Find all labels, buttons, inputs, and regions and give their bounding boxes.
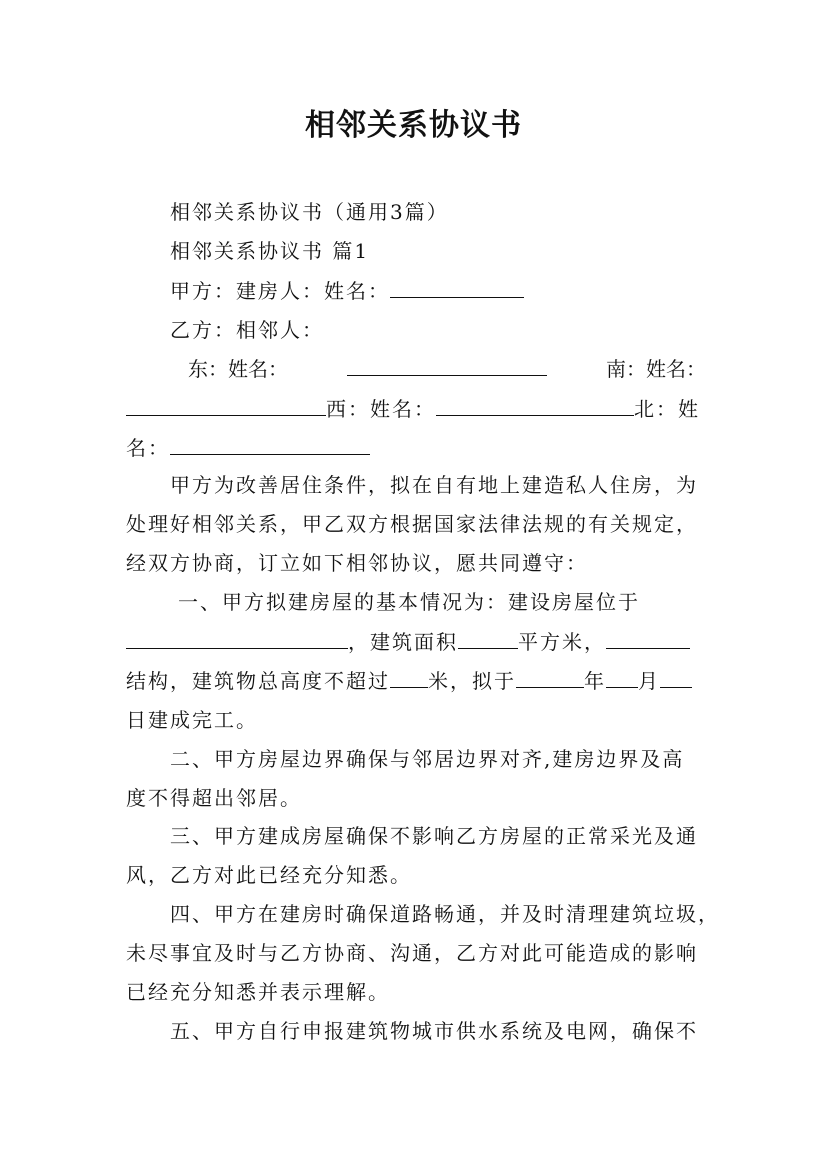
east-name-label: 东：姓名： (188, 357, 288, 381)
area-blank (458, 628, 518, 649)
clause-one-line (178, 588, 706, 616)
month-blank (606, 667, 638, 688)
area-unit: 平方米， (518, 630, 606, 654)
party-b-label: 乙方：相邻人： (170, 318, 324, 342)
structure-blank (606, 628, 690, 649)
paragraph-line: 经双方协商，订立如下相邻协议，愿共同遵守： (126, 551, 588, 575)
document-title: 相邻关系协议书 (305, 108, 522, 143)
party-a-label: 甲方：建房人：姓名： (170, 279, 390, 303)
paragraph-line: 五、甲方自行申报建筑物城市供水系统及电网，确保不 (170, 1019, 698, 1043)
clause-one-height-line (126, 667, 706, 695)
west-name-blank (436, 395, 634, 416)
location-blank (126, 628, 348, 649)
paragraph-line: 度不得超出邻居。 (126, 786, 302, 810)
south-name-label: 南：姓名： (606, 357, 706, 381)
paragraph-line: 甲方为改善居住条件，拟在自有地上建造私人住房，为 (170, 473, 698, 497)
date-label: 米，拟于 (428, 669, 516, 693)
paragraph-line: 日建成完工。 (126, 708, 258, 732)
clause-one-text: 一、甲方拟建房屋的基本情况为：建设房屋位于 (178, 590, 640, 614)
south-name-blank (126, 395, 326, 416)
party-a-name-blank (390, 277, 524, 298)
north-name-label-cont: 名： (126, 436, 170, 460)
neighbors-east-south-line (188, 355, 706, 383)
paragraph-line: 未尽事宜及时与乙方协商、沟通，乙方对此可能造成的影响 (126, 941, 698, 965)
north-name-line (126, 434, 706, 462)
area-label: ，建筑面积 (348, 630, 458, 654)
paragraph-line: 处理好相邻关系，甲乙双方根据国家法律法规的有关规定， (126, 512, 698, 536)
neighbors-south-west-north-line (126, 395, 706, 423)
year-label: 年 (584, 669, 606, 693)
year-blank (516, 667, 584, 688)
paragraph-line: 四、甲方在建房时确保道路畅通，并及时清理建筑垃圾， (170, 902, 720, 926)
west-name-label: 西：姓名： (326, 397, 436, 421)
north-name-label: 北：姓 (634, 397, 700, 421)
day-blank (660, 667, 692, 688)
section-heading: 相邻关系协议书 篇1 (170, 239, 370, 263)
north-name-blank (170, 434, 370, 455)
east-name-blank (347, 355, 547, 376)
paragraph-line: 三、甲方建成房屋确保不影响乙方房屋的正常采光及通 (170, 824, 698, 848)
month-label: 月 (638, 669, 660, 693)
clause-one-details-line (126, 628, 706, 656)
paragraph-line: 已经充分知悉并表示理解。 (126, 980, 390, 1004)
paragraph-line: 二、甲方房屋边界确保与邻居边界对齐,建房边界及高 (170, 747, 685, 771)
height-label: 结构，建筑物总高度不超过 (126, 669, 390, 693)
paragraph-line: 风，乙方对此已经充分知悉。 (126, 863, 412, 887)
height-blank (390, 667, 428, 688)
document-subtitle: 相邻关系协议书（通用3篇） (170, 200, 449, 224)
party-a-line (170, 277, 706, 305)
